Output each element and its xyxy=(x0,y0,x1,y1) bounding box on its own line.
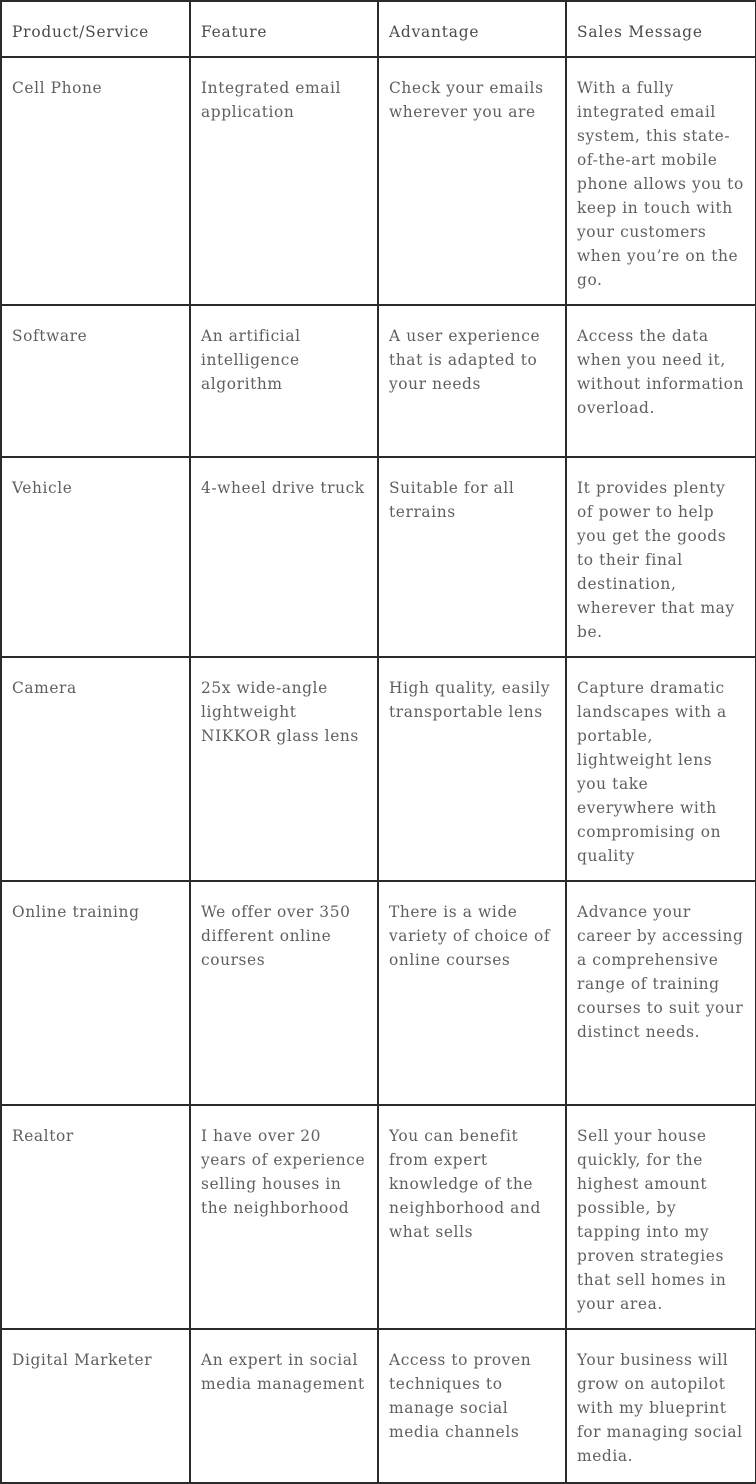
cell-sales-message: Sell your house quickly, for the highest amount possible, by tapping into my proven strategies that sell homes in your area. xyxy=(566,1105,756,1329)
cell-product: Online training xyxy=(1,881,190,1105)
table-row xyxy=(1,305,756,457)
cell-product: Vehicle xyxy=(1,457,190,657)
cell-feature: Integrated email application xyxy=(190,57,378,305)
cell-sales-message: Advance your career by accessing a comprehensive range of training courses to suit your distinct needs. xyxy=(566,881,756,1105)
header-product-service: Product/Service xyxy=(1,1,190,57)
cell-feature: 25x wide-angle lightweight NIKKOR glass lens xyxy=(190,657,378,881)
cell-advantage: Suitable for all terrains xyxy=(378,457,566,657)
cell-product: Cell Phone xyxy=(1,57,190,305)
cell-feature: 4-wheel drive truck xyxy=(190,457,378,657)
cell-feature: An artificial intelligence algorithm xyxy=(190,305,378,457)
cell-sales-message: It provides plenty of power to help you get the goods to their final destination, wherever that may be. xyxy=(566,457,756,657)
cell-product: Software xyxy=(1,305,190,457)
table-row xyxy=(1,881,756,1105)
cell-advantage: High quality, easily transportable lens xyxy=(378,657,566,881)
table-row xyxy=(1,457,756,657)
cell-product: Digital Marketer xyxy=(1,1329,190,1483)
cell-product: Realtor xyxy=(1,1105,190,1329)
cell-feature: We offer over 350 different online courses xyxy=(190,881,378,1105)
cell-feature: An expert in social media management xyxy=(190,1329,378,1483)
cell-sales-message: With a fully integrated email system, this state-of-the-art mobile phone allows you to keep in touch with your customers when you’re on the go. xyxy=(566,57,756,305)
table-row xyxy=(1,57,756,305)
cell-advantage: There is a wide variety of choice of online courses xyxy=(378,881,566,1105)
cell-sales-message: Access the data when you need it, without information overload. xyxy=(566,305,756,457)
header-feature: Feature xyxy=(190,1,378,57)
cell-advantage: A user experience that is adapted to your needs xyxy=(378,305,566,457)
header-sales-message: Sales Message xyxy=(566,1,756,57)
table-row xyxy=(1,657,756,881)
cell-product: Camera xyxy=(1,657,190,881)
table-header-row xyxy=(1,1,756,57)
cell-advantage: You can benefit from expert knowledge of the neighborhood and what sells xyxy=(378,1105,566,1329)
table-row xyxy=(1,1105,756,1329)
table-row xyxy=(1,1329,756,1483)
cell-advantage: Access to proven techniques to manage social media channels xyxy=(378,1329,566,1483)
header-advantage: Advantage xyxy=(378,1,566,57)
cell-advantage: Check your emails wherever you are xyxy=(378,57,566,305)
cell-sales-message: Your business will grow on autopilot with my blueprint for managing social media. xyxy=(566,1329,756,1483)
cell-sales-message: Capture dramatic landscapes with a portable, lightweight lens you take everywhere with compromising on quality xyxy=(566,657,756,881)
cell-feature: I have over 20 years of experience selling houses in the neighborhood xyxy=(190,1105,378,1329)
